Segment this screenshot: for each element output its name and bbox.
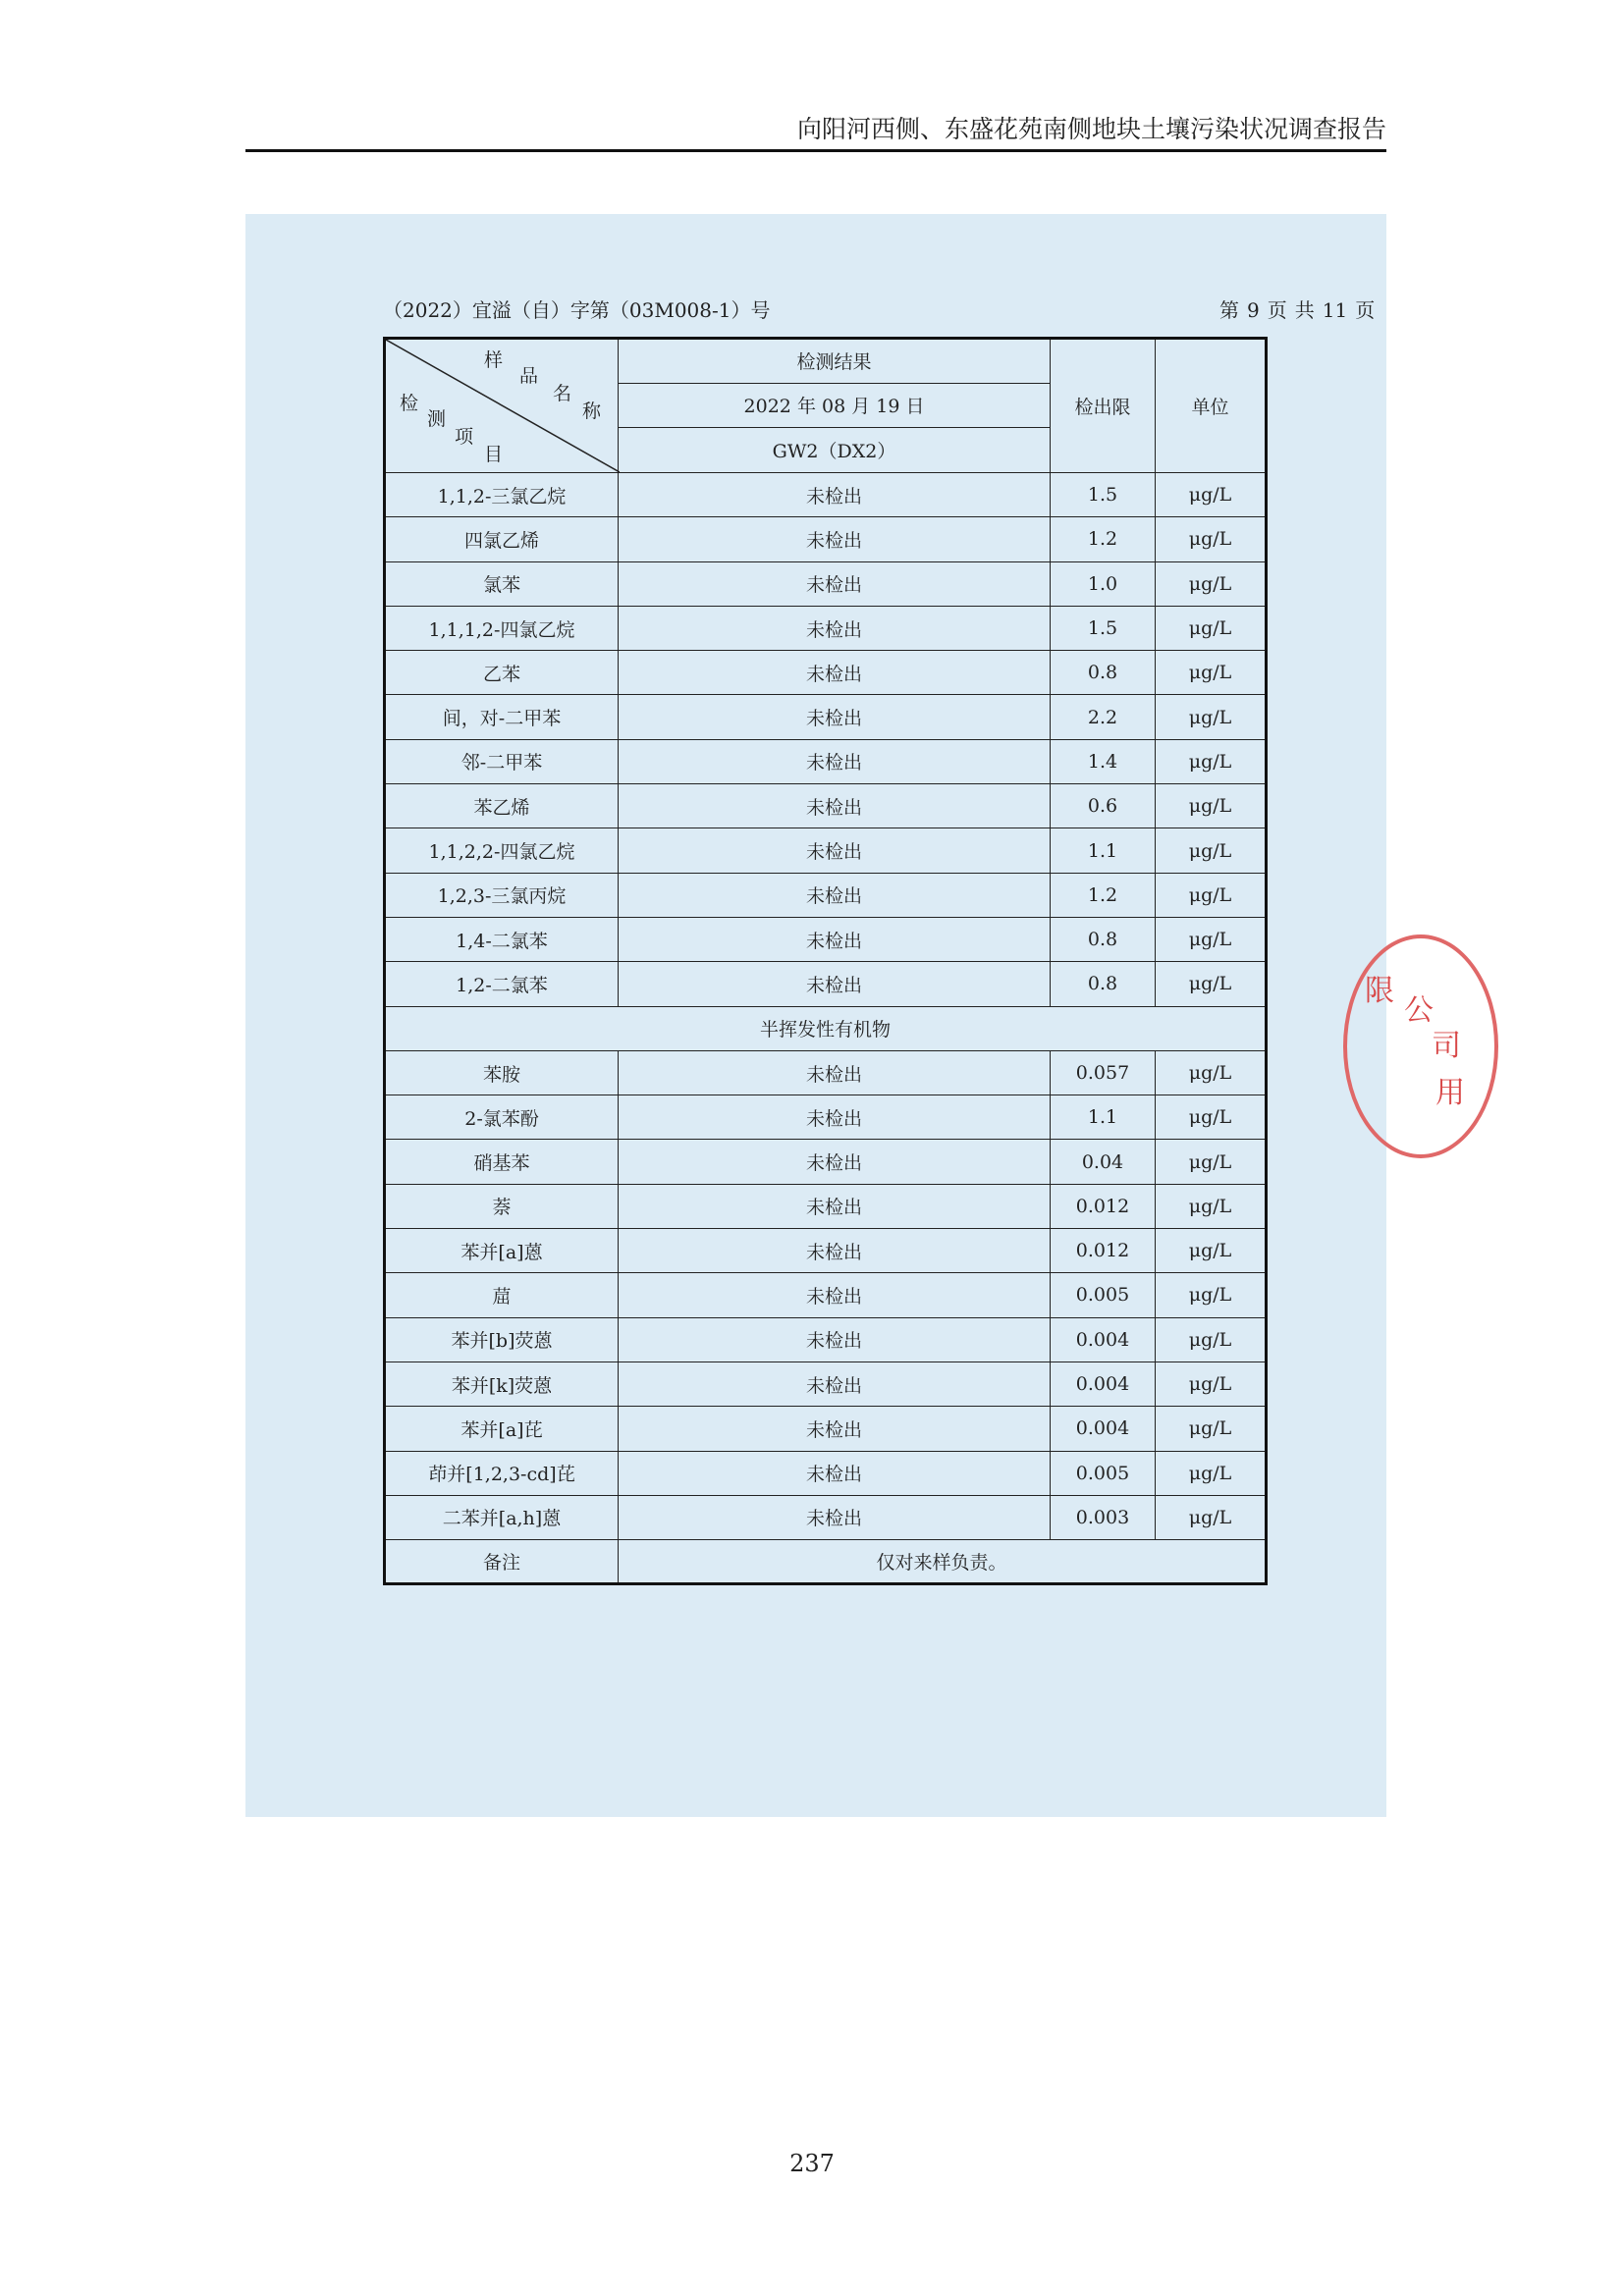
cell-item: 䓛 bbox=[385, 1273, 619, 1317]
result-header: 检测结果 bbox=[619, 339, 1051, 384]
table-row bbox=[385, 695, 1267, 739]
cell-item: 间，对-二甲苯 bbox=[385, 695, 619, 739]
table-row bbox=[385, 1495, 1267, 1539]
table-row bbox=[385, 561, 1267, 606]
cell-result: 未检出 bbox=[619, 695, 1051, 739]
results-table bbox=[383, 337, 1268, 1585]
cell-limit: 2.2 bbox=[1051, 695, 1156, 739]
page-header-title: 向阳河西侧、东盛花苑南侧地块土壤污染状况调查报告 bbox=[796, 115, 1386, 143]
cell-result: 未检出 bbox=[619, 1362, 1051, 1406]
cell-unit: μg/L bbox=[1156, 651, 1267, 695]
cell-result: 未检出 bbox=[619, 473, 1051, 517]
cell-limit: 1.2 bbox=[1051, 873, 1156, 917]
report-number: （2022）宜溢（自）字第（03M008-1）号 bbox=[383, 298, 771, 322]
cell-unit: μg/L bbox=[1156, 828, 1267, 873]
cell-result: 未检出 bbox=[619, 561, 1051, 606]
cell-limit: 0.005 bbox=[1051, 1451, 1156, 1495]
table-row bbox=[385, 1229, 1267, 1273]
diag-label: 项 bbox=[455, 426, 474, 448]
limit-header: 检出限 bbox=[1051, 339, 1156, 473]
cell-item: 乙苯 bbox=[385, 651, 619, 695]
cell-item: 邻-二甲苯 bbox=[385, 739, 619, 783]
cell-limit: 0.04 bbox=[1051, 1140, 1156, 1184]
cell-result: 未检出 bbox=[619, 1050, 1051, 1095]
cell-result: 未检出 bbox=[619, 739, 1051, 783]
unit-header: 单位 bbox=[1156, 339, 1267, 473]
cell-unit: μg/L bbox=[1156, 962, 1267, 1006]
cell-unit: μg/L bbox=[1156, 917, 1267, 961]
diagonal-header-cell bbox=[385, 339, 619, 473]
table-row bbox=[385, 517, 1267, 561]
cell-item: 1,1,1,2-四氯乙烷 bbox=[385, 606, 619, 650]
cell-unit: μg/L bbox=[1156, 873, 1267, 917]
cell-unit: μg/L bbox=[1156, 473, 1267, 517]
diag-label: 测 bbox=[427, 408, 447, 430]
cell-unit: μg/L bbox=[1156, 1095, 1267, 1140]
section-row bbox=[385, 1006, 1267, 1050]
cell-result: 未检出 bbox=[619, 651, 1051, 695]
page-count: 第 9 页 共 11 页 bbox=[1219, 298, 1376, 322]
cell-result: 未检出 bbox=[619, 517, 1051, 561]
cell-limit: 1.5 bbox=[1051, 473, 1156, 517]
cell-unit: μg/L bbox=[1156, 1317, 1267, 1362]
table-row bbox=[385, 606, 1267, 650]
cell-item: 苯并[k]荧蒽 bbox=[385, 1362, 619, 1406]
company-seal-stamp: 限 公 司 用 bbox=[1343, 934, 1498, 1158]
remark-row bbox=[385, 1540, 1267, 1584]
cell-unit: μg/L bbox=[1156, 739, 1267, 783]
cell-unit: μg/L bbox=[1156, 1362, 1267, 1406]
cell-unit: μg/L bbox=[1156, 606, 1267, 650]
cell-result: 未检出 bbox=[619, 1495, 1051, 1539]
cell-unit: μg/L bbox=[1156, 1407, 1267, 1451]
cell-item: 四氯乙烯 bbox=[385, 517, 619, 561]
cell-limit: 0.004 bbox=[1051, 1362, 1156, 1406]
cell-item: 苯并[b]荧蒽 bbox=[385, 1317, 619, 1362]
table-row bbox=[385, 1140, 1267, 1184]
table-row bbox=[385, 651, 1267, 695]
diag-label: 目 bbox=[484, 444, 504, 465]
remark-text: 仅对来样负责。 bbox=[619, 1540, 1267, 1584]
cell-unit: μg/L bbox=[1156, 1229, 1267, 1273]
cell-limit: 1.1 bbox=[1051, 828, 1156, 873]
cell-unit: μg/L bbox=[1156, 784, 1267, 828]
cell-item: 苯并[a]蒽 bbox=[385, 1229, 619, 1273]
table-row bbox=[385, 1317, 1267, 1362]
cell-limit: 1.1 bbox=[1051, 1095, 1156, 1140]
table-row bbox=[385, 1273, 1267, 1317]
diag-label: 检 bbox=[400, 393, 419, 414]
cell-unit: μg/L bbox=[1156, 517, 1267, 561]
remark-label: 备注 bbox=[385, 1540, 619, 1584]
cell-limit: 0.8 bbox=[1051, 962, 1156, 1006]
cell-limit: 1.4 bbox=[1051, 739, 1156, 783]
table-row bbox=[385, 962, 1267, 1006]
cell-item: 1,1,2-三氯乙烷 bbox=[385, 473, 619, 517]
cell-result: 未检出 bbox=[619, 917, 1051, 961]
section-label: 半挥发性有机物 bbox=[385, 1006, 1267, 1050]
cell-item: 苯乙烯 bbox=[385, 784, 619, 828]
cell-item: 硝基苯 bbox=[385, 1140, 619, 1184]
cell-limit: 0.012 bbox=[1051, 1229, 1156, 1273]
table-row bbox=[385, 917, 1267, 961]
cell-result: 未检出 bbox=[619, 1273, 1051, 1317]
cell-result: 未检出 bbox=[619, 1184, 1051, 1228]
cell-result: 未检出 bbox=[619, 1140, 1051, 1184]
cell-item: 氯苯 bbox=[385, 561, 619, 606]
cell-result: 未检出 bbox=[619, 606, 1051, 650]
cell-unit: μg/L bbox=[1156, 561, 1267, 606]
cell-result: 未检出 bbox=[619, 962, 1051, 1006]
cell-unit: μg/L bbox=[1156, 695, 1267, 739]
scanned-report-page bbox=[245, 214, 1386, 1817]
sample-id: GW2（DX2） bbox=[619, 428, 1051, 473]
table-row bbox=[385, 1095, 1267, 1140]
cell-limit: 0.012 bbox=[1051, 1184, 1156, 1228]
diag-label: 名 bbox=[553, 383, 572, 404]
sampling-date: 2022 年 08 月 19 日 bbox=[619, 383, 1051, 428]
cell-result: 未检出 bbox=[619, 1317, 1051, 1362]
table-row bbox=[385, 828, 1267, 873]
cell-unit: μg/L bbox=[1156, 1140, 1267, 1184]
cell-limit: 0.003 bbox=[1051, 1495, 1156, 1539]
cell-result: 未检出 bbox=[619, 873, 1051, 917]
cell-limit: 1.0 bbox=[1051, 561, 1156, 606]
table-row bbox=[385, 784, 1267, 828]
table-row bbox=[385, 1407, 1267, 1451]
cell-result: 未检出 bbox=[619, 1229, 1051, 1273]
diag-label: 称 bbox=[582, 400, 602, 422]
cell-item: 苯胺 bbox=[385, 1050, 619, 1095]
cell-limit: 0.6 bbox=[1051, 784, 1156, 828]
cell-unit: μg/L bbox=[1156, 1050, 1267, 1095]
cell-item: 1,2-二氯苯 bbox=[385, 962, 619, 1006]
diag-label: 样 bbox=[484, 349, 504, 371]
table-row bbox=[385, 1184, 1267, 1228]
cell-limit: 1.2 bbox=[1051, 517, 1156, 561]
table-row bbox=[385, 473, 1267, 517]
cell-item: 茚并[1,2,3-cd]芘 bbox=[385, 1451, 619, 1495]
cell-item: 1,1,2,2-四氯乙烷 bbox=[385, 828, 619, 873]
cell-unit: μg/L bbox=[1156, 1184, 1267, 1228]
table-row bbox=[385, 1050, 1267, 1095]
header-rule bbox=[245, 149, 1386, 152]
cell-item: 苯并[a]芘 bbox=[385, 1407, 619, 1451]
cell-limit: 0.8 bbox=[1051, 917, 1156, 961]
cell-unit: μg/L bbox=[1156, 1495, 1267, 1539]
diag-label: 品 bbox=[519, 365, 539, 387]
table-row bbox=[385, 739, 1267, 783]
table-row bbox=[385, 1451, 1267, 1495]
cell-limit: 1.5 bbox=[1051, 606, 1156, 650]
table-row bbox=[385, 1362, 1267, 1406]
cell-unit: μg/L bbox=[1156, 1273, 1267, 1317]
cell-unit: μg/L bbox=[1156, 1451, 1267, 1495]
cell-limit: 0.004 bbox=[1051, 1317, 1156, 1362]
cell-limit: 0.8 bbox=[1051, 651, 1156, 695]
cell-result: 未检出 bbox=[619, 1451, 1051, 1495]
table-row bbox=[385, 873, 1267, 917]
cell-limit: 0.005 bbox=[1051, 1273, 1156, 1317]
page-number: 237 bbox=[789, 2150, 835, 2177]
cell-result: 未检出 bbox=[619, 828, 1051, 873]
cell-item: 萘 bbox=[385, 1184, 619, 1228]
report-meta bbox=[383, 294, 1386, 324]
cell-item: 1,2,3-三氯丙烷 bbox=[385, 873, 619, 917]
cell-result: 未检出 bbox=[619, 784, 1051, 828]
cell-limit: 0.004 bbox=[1051, 1407, 1156, 1451]
cell-item: 2-氯苯酚 bbox=[385, 1095, 619, 1140]
cell-item: 1,4-二氯苯 bbox=[385, 917, 619, 961]
cell-item: 二苯并[a,h]蒽 bbox=[385, 1495, 619, 1539]
cell-result: 未检出 bbox=[619, 1407, 1051, 1451]
cell-limit: 0.057 bbox=[1051, 1050, 1156, 1095]
cell-result: 未检出 bbox=[619, 1095, 1051, 1140]
